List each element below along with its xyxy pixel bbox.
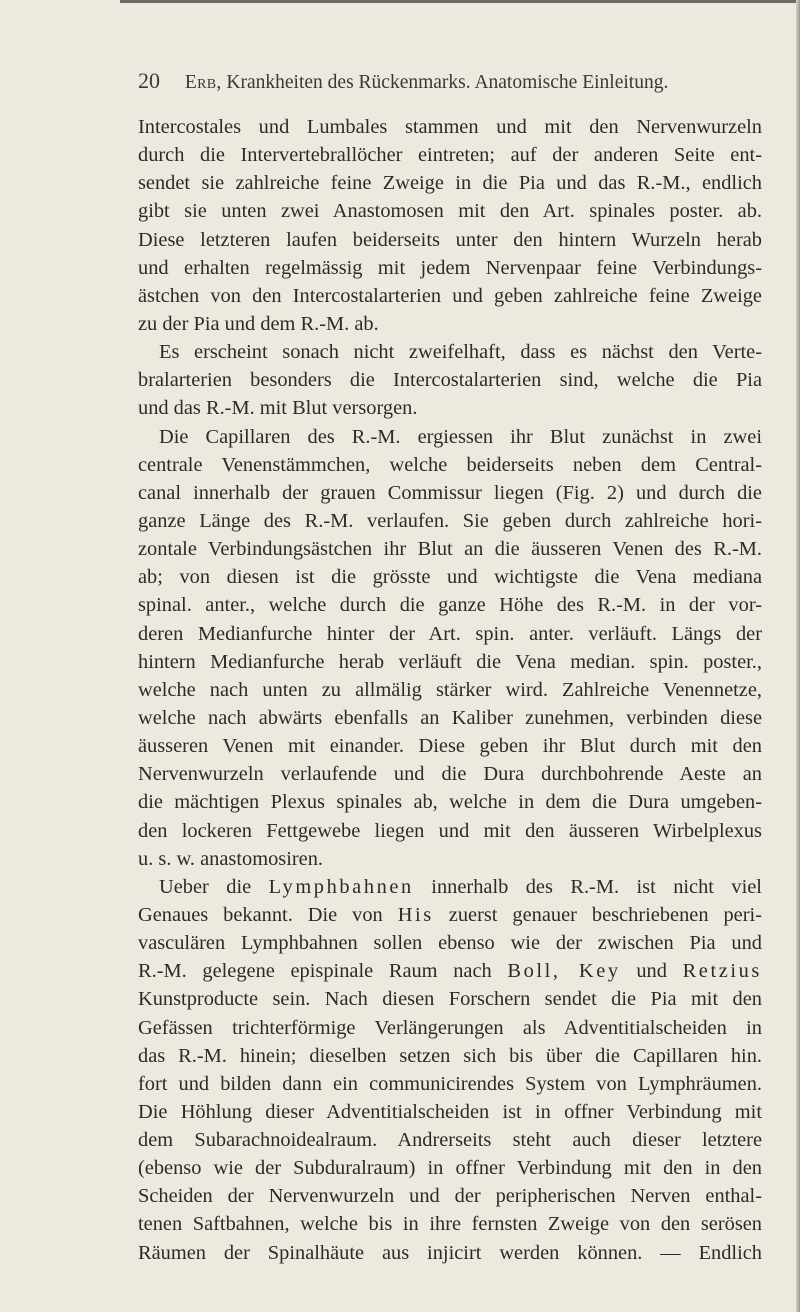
spaced-term: Lymphbahnen <box>268 875 414 898</box>
spaced-name: Boll, Key <box>507 960 621 983</box>
text-line <box>138 873 762 901</box>
text-line: hintern Medianfurche herab verläuft die Vena median. spin. poster., <box>138 650 762 673</box>
text-line: und erhalten regelmässig mit jedem Nervenpaar feine Verbindungs- <box>138 256 762 279</box>
text-line: deren Medianfurche hinter der Art. spin. anter. verläuft. Längs der <box>138 622 762 645</box>
text-line: dem Subarachnoidealraum. Andrerseits steht auch dieser letztere <box>138 1129 762 1152</box>
page-right-edge <box>796 0 800 1312</box>
text-line: spinal. anter., welche durch die ganze Höhe des R.-M. in der vor- <box>138 594 762 617</box>
text-line: Es erscheint sonach nicht zweifelhaft, dass es nächst den Verte- <box>159 341 762 364</box>
text-fragment: zuerst genauer beschriebenen peri- <box>448 903 762 926</box>
text-line: Intercostales und Lumbales stammen und mit den Nervenwurzeln <box>138 116 762 138</box>
running-head-title: Krankheiten des Rückenmarks. Anatomische Einleitung. <box>226 72 669 93</box>
text-line: Gefässen trichterförmige Verlängerungen als Adventitialscheiden in <box>138 1016 762 1039</box>
text-line: durch die Intervertebrallöcher eintreten; auf der anderen Seite ent- <box>138 144 762 167</box>
text-line: Räumen der Spinalhäute aus injicirt werden können. — Endlich <box>138 1241 762 1264</box>
text-line: ästchen von den Intercostalarterien und geben zahlreiche feine Zweige <box>138 284 762 307</box>
text-line: (ebenso wie der Subduralraum) in offner Verbindung mit den in den <box>138 1157 762 1180</box>
text-line: äusseren Venen mit einander. Diese geben ihr Blut durch mit den <box>138 735 762 758</box>
text-line: Kunstproducte sein. Nach diesen Forschern sendet die Pia mit den <box>138 988 762 1011</box>
spaced-name: Retzius <box>682 960 762 983</box>
text-line: das R.-M. hinein; dieselben setzen sich bis über die Capillaren hin. <box>138 1044 762 1067</box>
text-line <box>138 901 762 929</box>
text-fragment: Genaues bekannt. Die von <box>138 903 383 926</box>
text-line: Diese letzteren laufen beiderseits unter den hintern Wurzeln herab <box>138 228 762 251</box>
page-number: 20 <box>138 68 160 93</box>
text-line: u. s. w. anastomosiren. <box>138 847 323 870</box>
text-fragment: R.-M. gelegene epispinale Raum nach <box>138 960 492 983</box>
running-head-author: Erb, <box>184 72 222 93</box>
text-fragment: und <box>636 960 667 983</box>
text-line: canal innerhalb der grauen Commissur liegen (Fig. 2) und durch die <box>138 481 762 504</box>
text-line: welche nach abwärts ebenfalls an Kaliber zunehmen, verbinden diese <box>138 706 762 729</box>
text-line: Scheiden der Nervenwurzeln und der peripherischen Nerven enthal- <box>138 1185 762 1208</box>
text-line: zu der Pia und dem R.-M. ab. <box>138 312 379 335</box>
body-text <box>138 113 762 1267</box>
text-line: vasculären Lymphbahnen sollen ebenso wie der zwischen Pia und <box>138 932 762 955</box>
text-line: centrale Venenstämmchen, welche beiderseits neben dem Central- <box>138 453 762 476</box>
text-fragment: Ueber die <box>159 875 252 898</box>
text-line: die mächtigen Plexus spinales ab, welche in dem die Dura umgeben- <box>138 791 762 814</box>
text-line: fort und bilden dann ein communicirendes System von Lymphräumen. <box>138 1072 762 1095</box>
page-top-edge <box>120 0 800 3</box>
text-line: Die Capillaren des R.-M. ergiessen ihr Blut zunächst in zwei <box>159 425 762 448</box>
spaced-name: His <box>397 903 434 926</box>
text-line: ab; von diesen ist die grösste und wichtigste die Vena mediana <box>138 566 762 589</box>
text-line: bralarterien besonders die Intercostalarterien sind, welche die Pia <box>138 369 762 392</box>
text-fragment: innerhalb des R.-M. ist nicht viel <box>431 875 762 898</box>
text-line: den lockeren Fettgewebe liegen und mit den äusseren Wirbelplexus <box>138 819 762 842</box>
text-line: ganze Länge des R.-M. verlaufen. Sie geben durch zahlreiche hori- <box>138 509 762 532</box>
text-line <box>138 957 762 985</box>
text-line: Nervenwurzeln verlaufende und die Dura durchbohrende Aeste an <box>138 763 762 786</box>
running-head <box>138 66 778 96</box>
text-line: und das R.-M. mit Blut versorgen. <box>138 397 418 420</box>
text-line: tenen Saftbahnen, welche bis in ihre fernsten Zweige von den serösen <box>138 1213 762 1236</box>
text-line: gibt sie unten zwei Anastomosen mit den Art. spinales poster. ab. <box>138 200 762 223</box>
text-line: sendet sie zahlreiche feine Zweige in die Pia und das R.-M., endlich <box>138 172 762 195</box>
text-line: zontale Verbindungsästchen ihr Blut an die äusseren Venen des R.-M. <box>138 538 762 561</box>
text-line: Die Höhlung dieser Adventitialscheiden ist in offner Verbindung mit <box>138 1100 762 1123</box>
text-line: welche nach unten zu allmälig stärker wird. Zahlreiche Venennetze, <box>138 678 762 701</box>
